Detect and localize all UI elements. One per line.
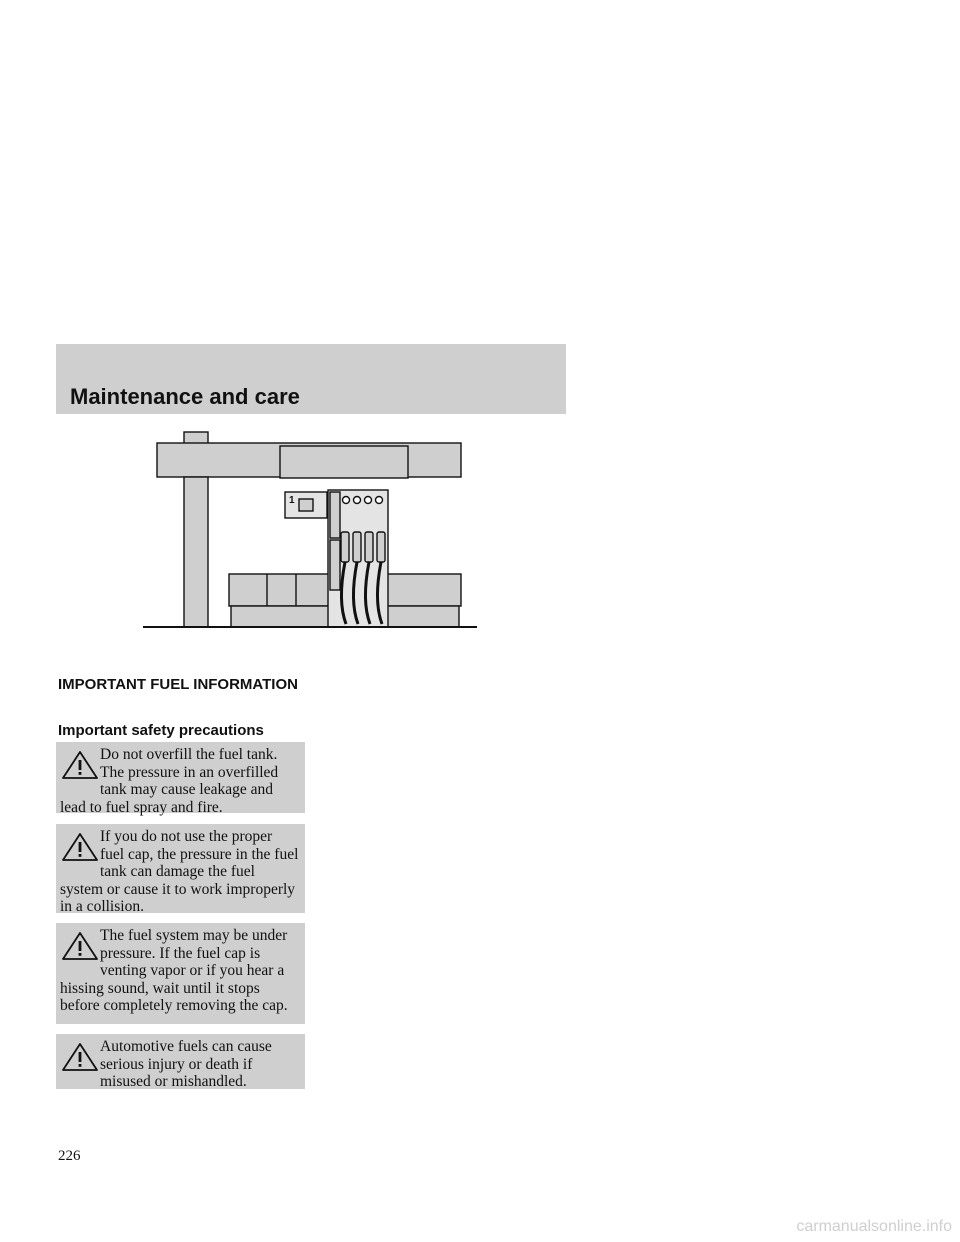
header-band — [56, 344, 566, 414]
warning-triangle-icon — [60, 929, 100, 963]
page-number: 226 — [58, 1148, 81, 1164]
fuel-station-illustration — [140, 428, 480, 630]
warning-text: Automotive fuels can cause serious injury or death if misused or mishandled. — [100, 1038, 272, 1090]
watermark: carmanualsonline.info — [796, 1218, 952, 1235]
section-heading: IMPORTANT FUEL INFORMATION — [58, 676, 298, 693]
page-title: Maintenance and care — [70, 384, 300, 409]
warning-text: Do not overfill the fuel tank. The pressure in an overfilled tank may cause leakage and lead to fuel spray and fire. — [60, 746, 279, 816]
warning-triangle-icon — [60, 1040, 100, 1074]
warning-box — [56, 1034, 305, 1089]
warning-box — [56, 742, 305, 816]
warning-text: The fuel system may be under pressure. If the fuel cap is venting vapor or if you hear a hissing sound, wait until it stops before completely removing the cap. — [60, 927, 288, 1014]
warning-triangle-icon — [60, 748, 100, 782]
pump-number: 1 — [289, 495, 295, 506]
warning-triangle-icon — [60, 830, 100, 864]
warning-text: If you do not use the proper fuel cap, the pressure in the fuel tank can damage the fuel system or cause it to work improperly in a collision. — [60, 828, 299, 915]
section-subheading: Important safety precautions — [58, 722, 264, 739]
warning-box — [56, 824, 305, 913]
warning-box — [56, 923, 305, 1024]
